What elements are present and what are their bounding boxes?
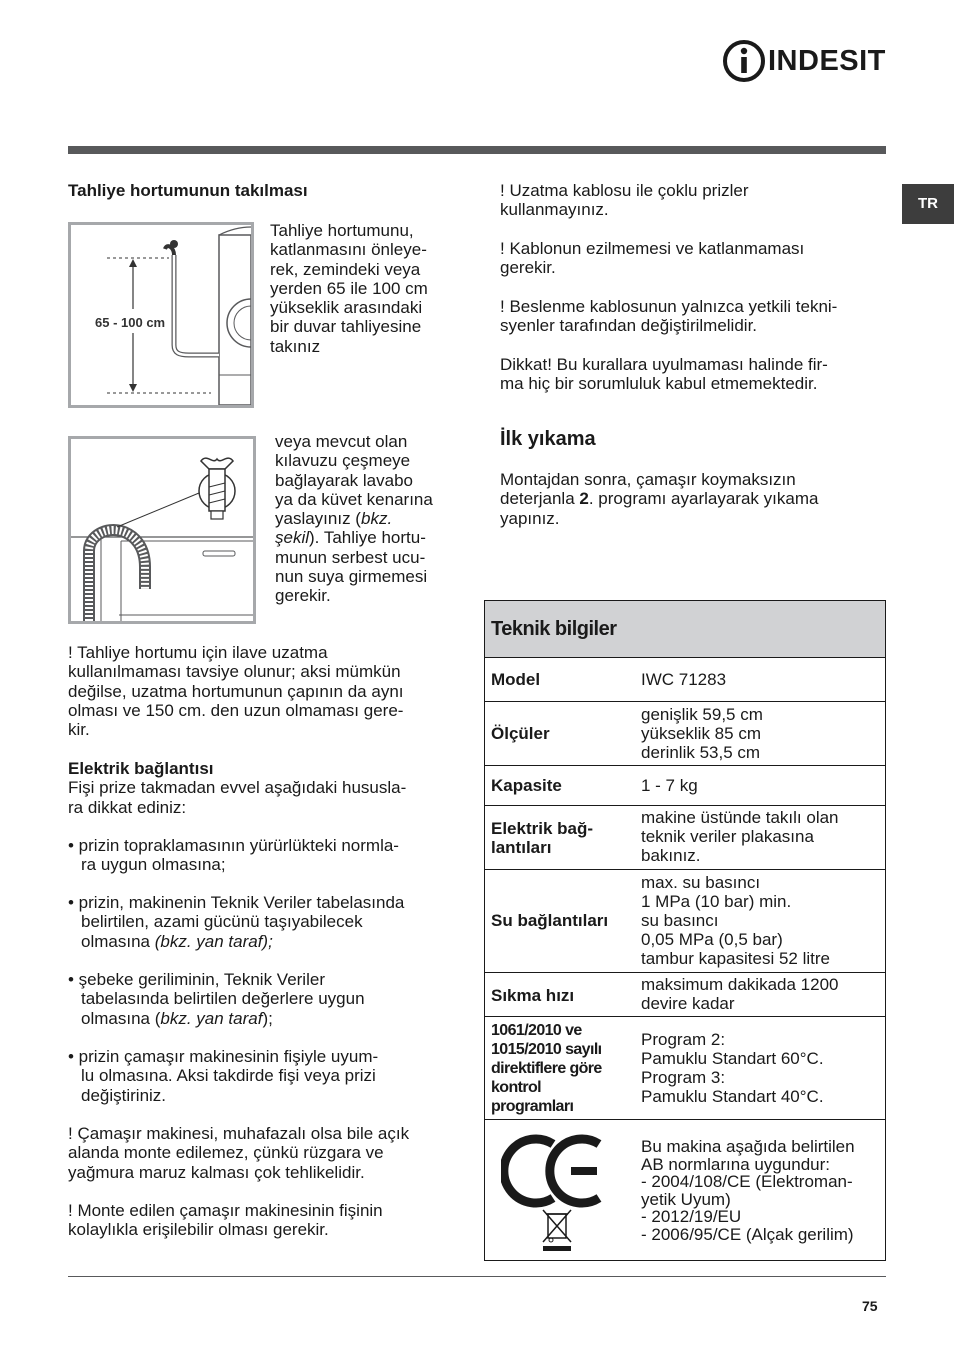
drain-instructions-1: Tahliye hortumunu, katlanmasını önleye- rek, zemindeki veya yerden 65 ile 100 cm yükseklik arasındaki bir duvar tahliyesine takınız [270,221,428,356]
indesit-logo [722,38,888,84]
spec-row-water: Su bağlantıları max. su basıncı 1 MPa (10 bar) min. su basıncı 0,05 MPa (0,5 bar) tambur kapasitesi 52 litre [485,869,885,972]
weee-bin-icon [537,1206,577,1256]
electric-heading: Elektrik bağlantısı [68,759,214,778]
logo-wordmark: INDESIT [768,45,886,77]
bullet-power: • prizin, makinenin Teknik Veriler tabelasında belirtilen, azami gücünü taşıyabilecek olmasına (bkz. yan taraf); [68,893,405,951]
first-wash-heading: İlk yıkama [500,428,596,450]
spec-row-spin: Sıkma hızı maksimum dakikada 1200 devire kadar [485,972,885,1016]
spec-row-programs: 1061/2010 ve 1015/2010 sayılı direktiflere göre kontrol programları Program 2: Pamuklu Standart 60°C. Program 3: Pamuklu Standart 40°C. [485,1016,885,1119]
electric-connection-section: Elektrik bağlantısı Fişi prize takmadan evvel aşağıdaki hususla- ra dikkat ediniz: [68,759,407,817]
liability-note: Dikkat! Bu kurallara uyulmaması halinde fir- ma hiç bir sorumluluk kabul etmemektedir. [500,355,828,394]
spec-row-dimensions: Ölçüler genişlik 59,5 cm yükseklik 85 cm derinlik 53,5 cm [485,701,885,765]
height-range-label: 65 - 100 cm [95,315,166,330]
technical-specs-table [484,600,886,1261]
sink-drain-illustration [71,439,253,621]
plug-access-note: ! Monte edilen çamaşır makinesinin fişinin kolaylıkla erişilebilir olması gerekir. [68,1201,383,1240]
cable-crush-note: ! Kablonun ezilmemesi ve katlanmaması gerekir. [500,239,805,278]
spec-row-ce: Bu makina aşağıda belirtilen AB normlarına uygundur: - 2004/108/CE (Elektroman- yetik Uyum) - 2012/19/EU - 2006/95/CE (Alçak gerilim) [485,1119,885,1260]
outdoor-warning: ! Çamaşır makinesi, muhafazalı olsa bile açık alanda monte edilemez, çünkü rüzgara ve yağmura maruz kalması çok tehlikelidir. [68,1124,410,1182]
footer-rule [68,1276,886,1277]
sink-drain-figure [68,436,256,624]
drain-hose-heading: Tahliye hortumunun takılması [68,181,308,200]
specs-header [485,601,885,657]
wall-drain-figure [68,222,254,408]
spec-row-electric: Elektrik bağ- lantıları makine üstünde takılı olan teknik veriler plakasına bakınız. [485,805,885,869]
first-wash-text: Montajdan sonra, çamaşır koymaksızın deterjanla 2. programı ayarlayarak yıkama yapınız. [500,470,819,528]
extension-cable-note: ! Uzatma kablosu ile çoklu prizler kullanmayınız. [500,181,749,220]
drain-instructions-2: veya mevcut olan kılavuzu çeşmeye bağlayarak lavabo ya da küvet kenarına yaslayınız (bkz. şekil). Tahliye hortu- munun serbest ucu- nun suya girmemesi gerekir. [275,432,433,606]
language-tab: TR [902,184,954,224]
specs-title: Teknik bilgiler [491,618,617,640]
header-rule [68,146,886,154]
bullet-grounding: • prizin topraklamasının yürürlükteki normla- ra uygun olmasına; [68,836,399,875]
cable-replacement-note: ! Beslenme kablosunun yalnızca yetkili tekni- syenler tarafından değiştirilmelidir. [500,297,838,336]
spec-row-capacity: Kapasite 1 - 7 kg [485,765,885,805]
bullet-voltage: • şebeke geriliminin, Teknik Veriler tabelasında belirtilen değerlere uygun olmasına (bkz. yan taraf); [68,970,365,1028]
page-number: 75 [862,1298,878,1314]
bullet-plug: • prizin çamaşır makinesinin fişiyle uyum- lu olmasına. Aksi takdirde fişi veya prizi değiştiriniz. [68,1047,379,1105]
logo-emblem-icon [722,38,768,84]
spec-row-model: Model IWC 71283 [485,657,885,701]
extension-hose-note: ! Tahliye hortumu için ilave uzatma kullanılmaması tavsiye olunur; aksi mümkün değilse, uzatma hortumunun çapının da aynı olması ve 150 cm. den uzun olmaması gere- kir. [68,643,404,740]
